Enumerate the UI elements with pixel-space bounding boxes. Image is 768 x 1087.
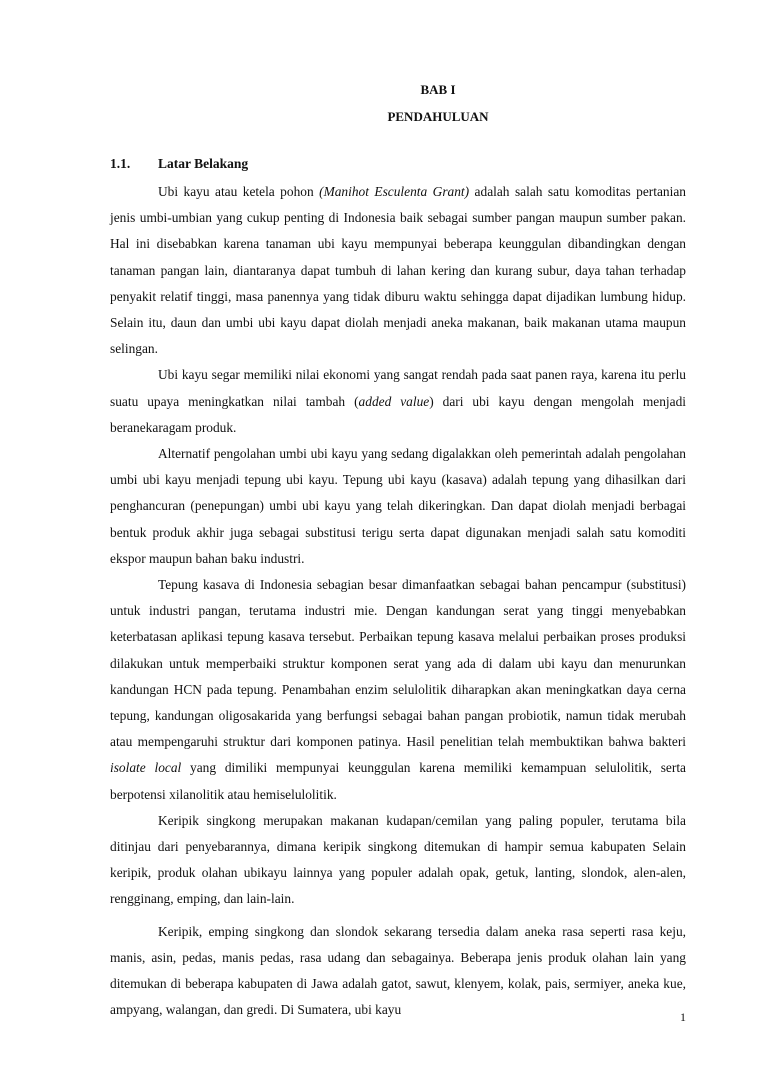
- paragraph-2-text-a: Ubi kayu segar memiliki nilai ekonomi yang sangat rendah pada saat panen raya, karena itu perlu suatu upaya meningkatkan nilai tambah (: [110, 367, 686, 409]
- section-number: 1.1.: [110, 156, 131, 171]
- section-title: Latar Belakang: [158, 156, 249, 171]
- paragraph-3: Alternatif pengolahan umbi ubi kayu yang sedang digalakkan oleh pemerintah adalah pengolahan umbi ubi kayu menjadi tepung ubi kayu. Tepung ubi kayu (kasava) adalah tepung yang dihasilkan dari penghancuran (penepungan) umbi ubi kayu yang telah dikeringkan. Dan dapat diolah menjadi berbagai bentuk produk akhir juga sebagai substitusi terigu serta dapat digunakan menjadi salah satu komoditi ekspor maupun bahan baku industri.: [110, 446, 686, 566]
- paragraph-1-text-a: Ubi kayu atau ketela pohon: [158, 184, 320, 199]
- paragraph-2: [110, 362, 686, 441]
- paragraph-2-italic-term: added value: [358, 393, 430, 409]
- page-number: 1: [680, 1010, 686, 1024]
- section-heading: [110, 156, 248, 172]
- chapter-label: BAB I: [420, 82, 456, 97]
- chapter-title: PENDAHULUAN: [387, 109, 489, 124]
- paragraph-2-text-b: ) dari ubi kayu dengan mengolah menjadi beranekaragam produk.: [110, 393, 686, 435]
- paragraph-1-scientific-name: (Manihot Esculenta Grant): [319, 184, 470, 199]
- body-text: [110, 179, 686, 1024]
- paragraph-4-text-a: Tepung kasava di Indonesia sebagian besar dimanfaatkan sebagai bahan pencampur (substitusi) untuk industri pangan, terutama industri mie. Dengan kandungan serat yang tinggi menyebabkan keterbatasan aplikasi tepung kasava tersebut. Perbaikan tepung kasava melalui perbaikan proses produksi dilakukan untuk memperbaiki struktur komponen serat yang ada di dalam ubi kayu dan menurunkan kandungan HCN pada tepung. Penambahan enzim selulolitik diharapkan akan meningkatkan daya cerna tepung, kandungan oligosakarida yang berfungsi sebagai bahan pangan probiotik, namun tidak merubah atau mempengaruhi struktur dari komponen patinya. Hasil penelitian telah membuktikan bahwa bakteri: [110, 577, 686, 750]
- paragraph-4-text-b: yang dimiliki mempunyai keunggulan karena memiliki kemampuan selulolitik, serta berpotensi xilanolitik atau hemiselulolitik.: [110, 760, 686, 802]
- paragraph-1: [110, 179, 686, 362]
- paragraph-4: [110, 572, 686, 808]
- paragraph-4-italic-term: isolate local: [110, 760, 182, 776]
- paragraph-6: Keripik, emping singkong dan slondok sekarang tersedia dalam aneka rasa seperti rasa keju, manis, asin, pedas, manis pedas, rasa udang dan sebagainya. Beberapa jenis produk olahan lain yang ditemukan di beberapa kabupaten di Jawa adalah gatot, sawut, klenyem, kolak, pais, sermiyer, aneka kue, ampyang, walangan, dan gredi. Di Sumatera, ubi kayu: [110, 923, 686, 1018]
- paragraph-5: Keripik singkong merupakan makanan kudapan/cemilan yang paling populer, terutama bila ditinjau dari penyebarannya, dimana keripik singkong ditemukan di hampir semua kabupaten Selain keripik, produk olahan ubikayu lainnya yang populer adalah opak, getuk, lanting, slondok, alen-alen, rengginang, emping, dan lain-lain.: [110, 812, 686, 907]
- paragraph-1-text-b: adalah salah satu komoditas pertanian jenis umbi-umbian yang cukup penting di Indonesia baik sebagai sumber pangan maupun sumber pakan. Hal ini disebabkan karena tanaman ubi kayu mempunyai beberapa keunggulan dibandingkan dengan tanaman pangan lain, diantaranya dapat tumbuh di lahan kering dan kurang subur, daya tahan terhadap penyakit relatif tinggi, masa panennya yang tidak diburu waktu sehingga dapat dijadikan lumbung hidup. Selain itu, daun dan umbi ubi kayu dapat diolah menjadi aneka makanan, baik makanan utama maupun selingan.: [110, 184, 686, 357]
